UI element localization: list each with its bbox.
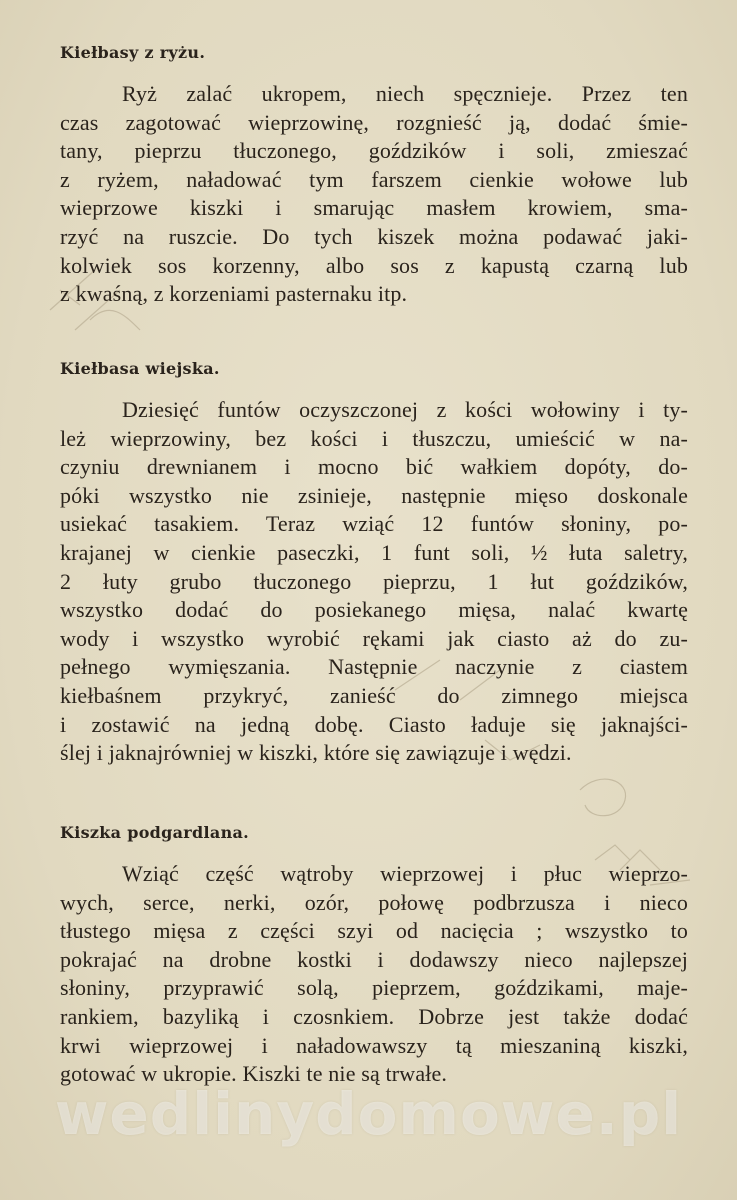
text-line: rankiem, bazyliką i czosnkiem. Dobrze jest także dodać <box>60 1003 688 1029</box>
text-line: czyniu drewnianem i mocno bić wałkiem dopóty, do- <box>60 454 688 480</box>
section-heading: Kiszka podgardlana. <box>60 823 250 842</box>
text-line: Dziesięć funtów oczyszczonej z kości wołowiny i ty- <box>122 397 688 422</box>
text-line: tany, pieprzu tłuczonego, goździków i soli, zmieszać <box>60 138 688 164</box>
recipe-section-kiszka-podgardlana <box>60 822 688 1089</box>
text-line: pełnego wymięszania. Następnie naczynie z ciastem <box>60 654 688 680</box>
text-line: 2 łuty grubo tłuczonego pieprzu, 1 łut goździków, <box>60 568 688 594</box>
text-line: wody i wszystko wyrobić rękami jak ciasto aż do zu- <box>60 625 688 651</box>
text-line: Ryż zalać ukropem, niech spęcznieje. Przez ten <box>122 81 688 106</box>
text-line: Wziąć część wątroby wieprzowej i płuc wieprzo- <box>122 861 688 886</box>
text-line: rzyć na ruszcie. Do tych kiszek można podawać jaki- <box>60 223 688 249</box>
section-heading: Kiełbasa wiejska. <box>60 359 220 378</box>
recipe-section-kielbasa-wiejska <box>60 358 688 768</box>
section-body <box>60 396 688 768</box>
text-line: krajanej w cienkie paseczki, 1 funt soli, ½ łuta saletry, <box>60 539 688 565</box>
text-line: póki wszystko nie zsinieje, następnie mięso doskonale <box>60 482 688 508</box>
section-body <box>60 80 688 309</box>
text-line: usiekać tasakiem. Teraz wziąć 12 funtów słoniny, po- <box>60 511 688 537</box>
recipe-section-kielbasy-z-ryzu <box>60 42 688 309</box>
text-line: kolwiek sos korzenny, albo sos z kapustą czarną lub <box>60 252 688 278</box>
text-line: z kwaśną, z korzeniami pasternaku itp. <box>60 281 408 307</box>
section-body <box>60 860 688 1089</box>
text-line: wszystko dodać do posiekanego mięsa, nalać kwartę <box>60 597 688 623</box>
text-line: krwi wieprzowej i naładowawszy tą mieszaniną kiszki, <box>60 1032 688 1058</box>
text-line: kiełbaśnem przykryć, zanieść do zimnego miejsca <box>60 682 688 708</box>
text-line: i zostawić na jedną dobę. Ciasto ładuje się jaknajści- <box>60 711 688 737</box>
text-line: gotować w ukropie. Kiszki te nie są trwałe. <box>60 1061 448 1087</box>
text-line: ślej i jaknajrówniej w kiszki, które się zawiązuje i wędzi. <box>60 740 572 766</box>
text-line: słoniny, przyprawić solą, pieprzem, goździkami, maje- <box>60 975 688 1001</box>
text-line: wieprzowe kiszki i smarując masłem krowiem, sma- <box>60 195 688 221</box>
text-line: tłustego mięsa z części szyi od nacięcia ; wszystko to <box>60 918 688 944</box>
text-line: czas zagotować wieprzowinę, rozgnieść ją, dodać śmie- <box>60 109 688 135</box>
section-heading: Kiełbasy z ryżu. <box>60 43 206 62</box>
text-line: wych, serce, nerki, ozór, połowę podbrzusza i nieco <box>60 889 688 915</box>
text-line: pokrajać na drobne kostki i dodawszy nieco najlepszej <box>60 946 688 972</box>
text-line: leż wieprzowiny, bez kości i tłuszczu, umieścić w na- <box>60 425 688 451</box>
site-watermark: wedlinydomowe.pl <box>54 1080 683 1148</box>
text-line: z ryżem, naładować tym farszem cienkie wołowe lub <box>60 166 688 192</box>
